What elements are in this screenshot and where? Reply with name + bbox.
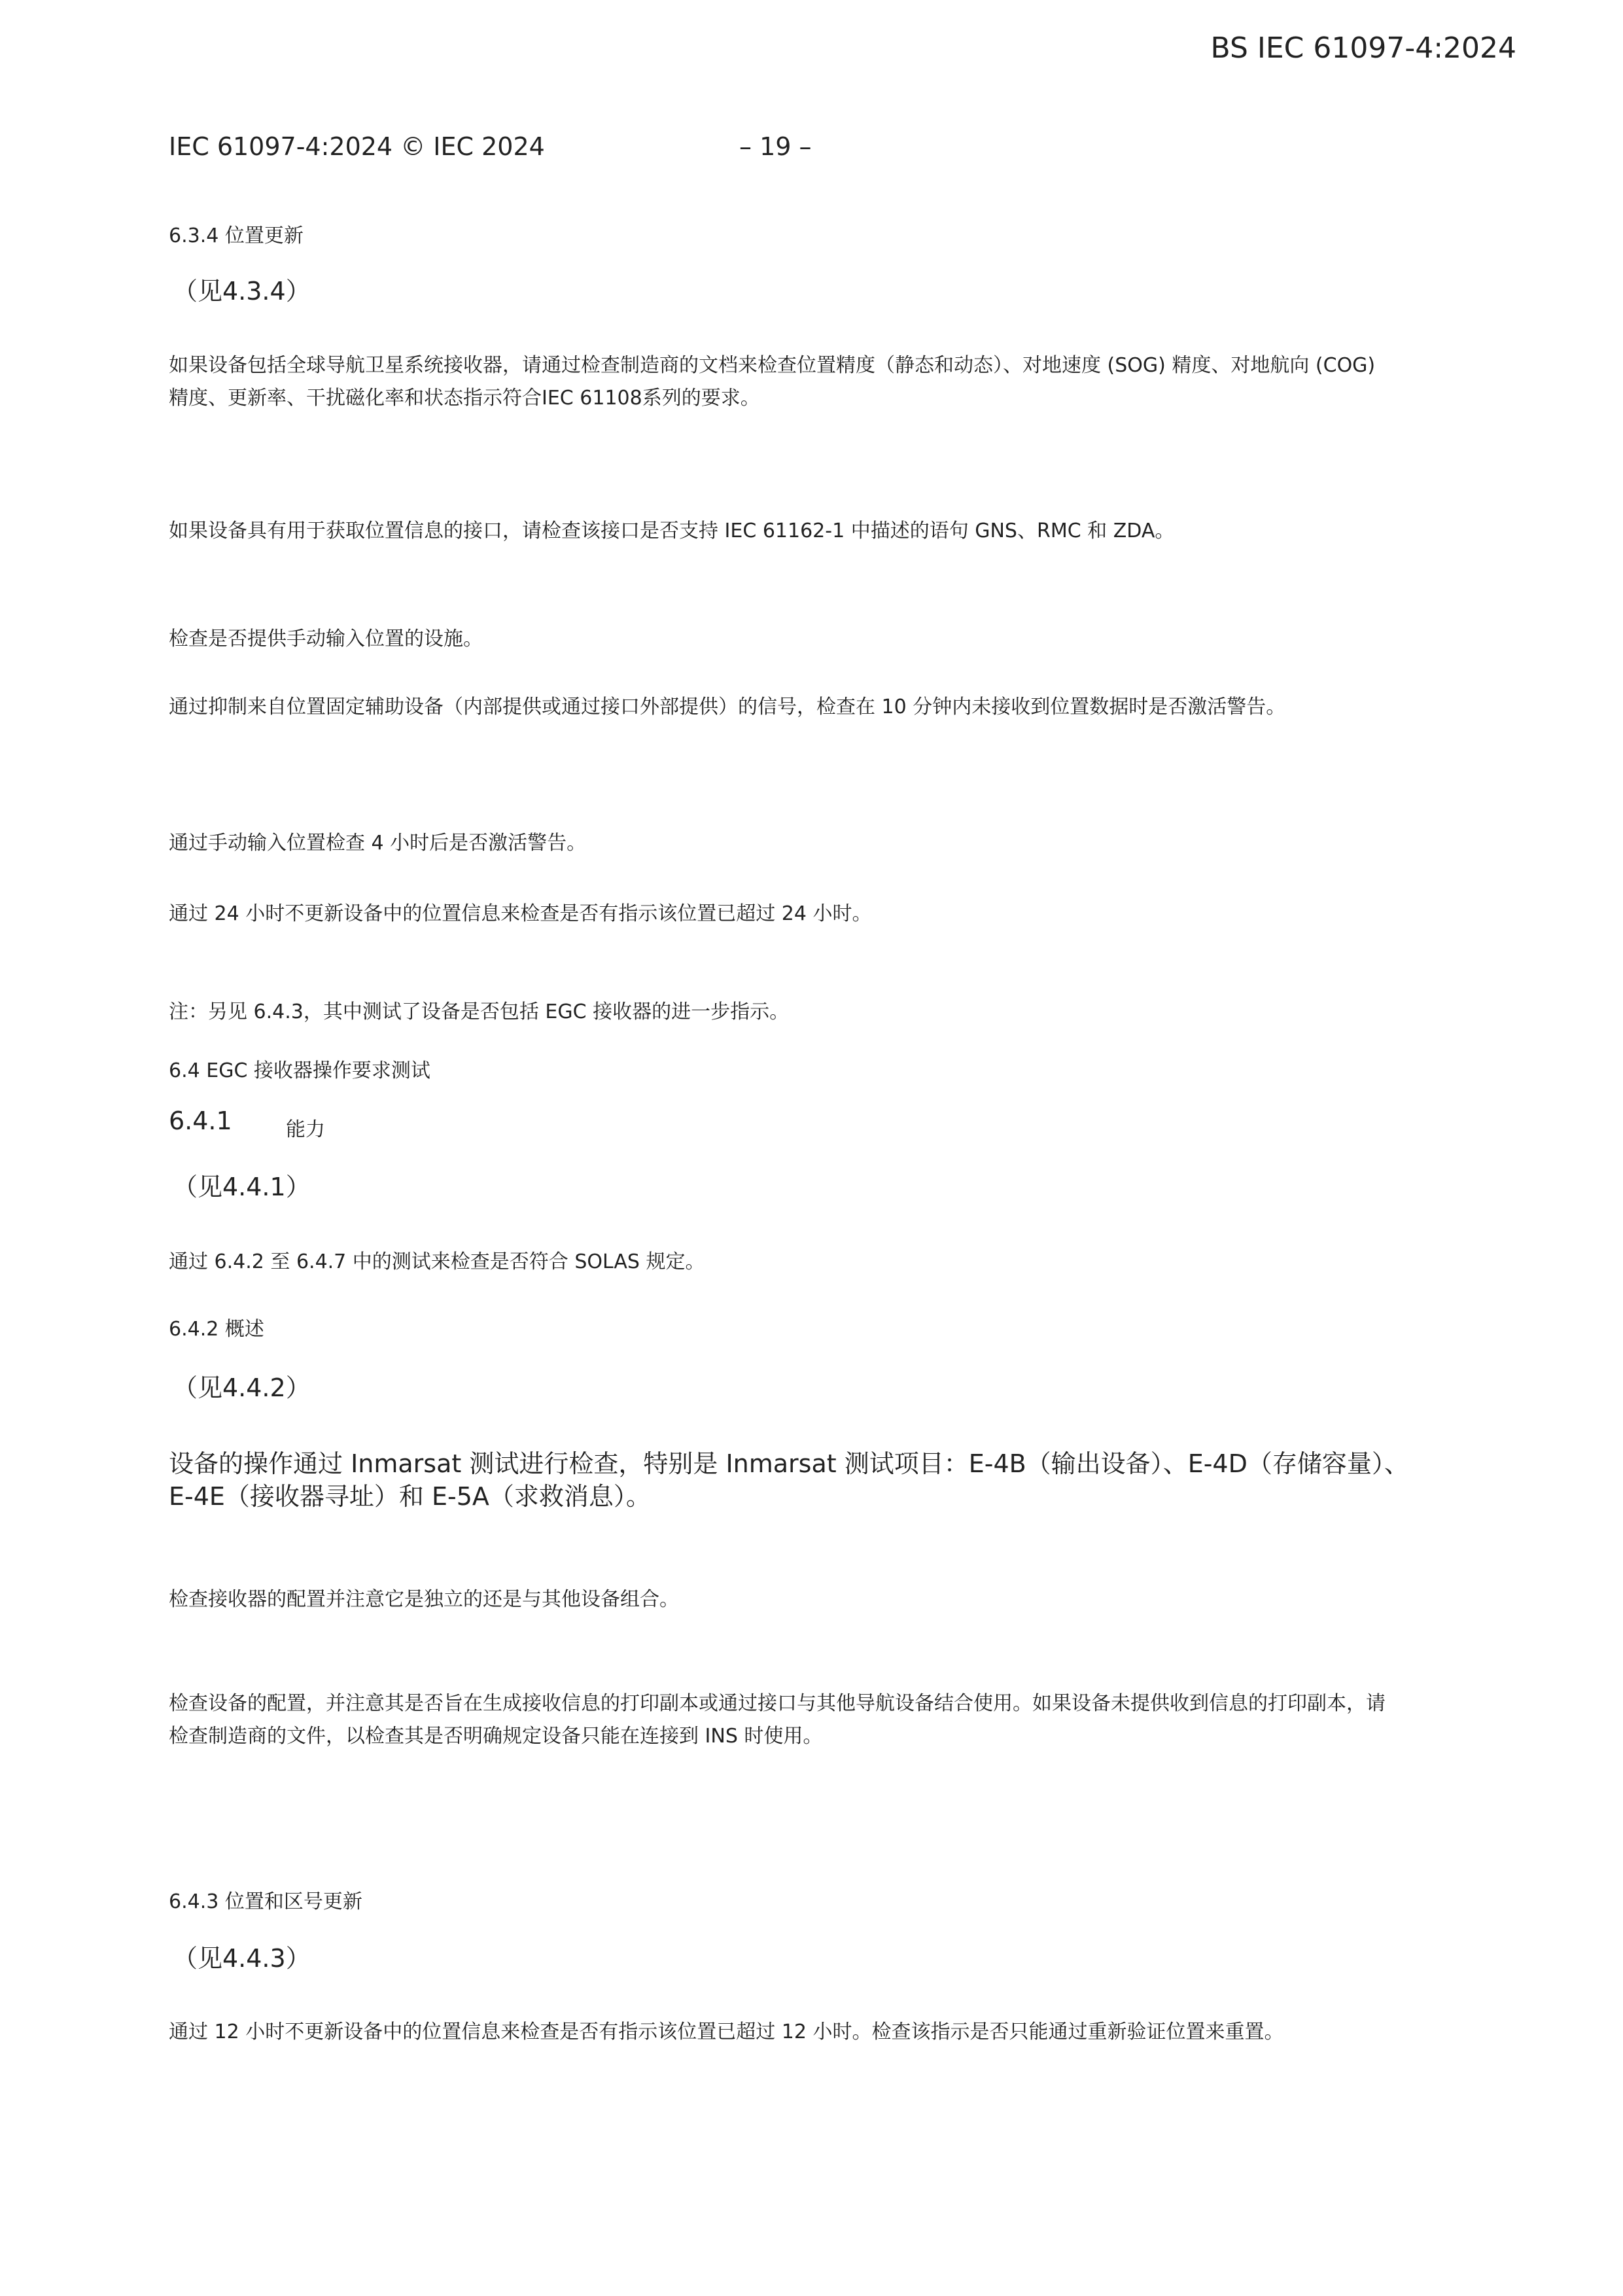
paragraph-12-hours: 通过 12 小时不更新设备中的位置信息来检查是否有指示该位置已超过 12 小时。检查该指示是否只能通过重新验证位置来重置。 xyxy=(169,2021,1284,2043)
standard-id: BS IEC 61097-4:2024 xyxy=(1210,31,1516,65)
paragraph-receiver-config: 检查接收器的配置并注意它是独立的还是与其他设备组合。 xyxy=(169,1588,679,1611)
paragraph-device-config-line2: 检查制造商的文件，以检查其是否明确规定设备只能在连接到 INS 时使用。 xyxy=(169,1725,823,1748)
paragraph-manual-input: 检查是否提供手动输入位置的设施。 xyxy=(169,627,483,650)
paragraph-solas: 通过 6.4.2 至 6.4.7 中的测试来检查是否符合 SOLAS 规定。 xyxy=(169,1250,705,1273)
paragraph-device-config-line1: 检查设备的配置，并注意其是否旨在生成接收信息的打印副本或通过接口与其他导航设备结合使用。如果设备未提供收到信息的打印副本，请 xyxy=(169,1692,1386,1715)
paragraph-inmarsat-line1: 设备的操作通过 Inmarsat 测试进行检查，特别是 Inmarsat 测试项目：E-4B（输出设备）、E-4D（存储容量）、 xyxy=(169,1449,1409,1478)
see-reference-4-4-2: （见4.4.2） xyxy=(173,1373,311,1402)
section-heading-6-4: 6.4 EGC 接收器操作要求测试 xyxy=(169,1059,430,1082)
see-reference-4-4-3: （见4.4.3） xyxy=(173,1944,311,1973)
section-heading-6-3-4: 6.3.4 位置更新 xyxy=(169,224,304,247)
paragraph-inmarsat-line2: E-4E（接收器寻址）和 E-5A（求救消息）。 xyxy=(169,1482,651,1511)
section-title-6-4-1: 能力 xyxy=(286,1118,325,1141)
paragraph-4-hours: 通过手动输入位置检查 4 小时后是否激活警告。 xyxy=(169,832,587,855)
see-reference-4-4-1: （见4.4.1） xyxy=(173,1173,311,1201)
paragraph-suppress-signal: 通过抑制来自位置固定辅助设备（内部提供或通过接口外部提供）的信号，检查在 10 分钟内未接收到位置数据时是否激活警告。 xyxy=(169,696,1286,718)
paragraph-24-hours: 通过 24 小时不更新设备中的位置信息来检查是否有指示该位置已超过 24 小时。 xyxy=(169,902,872,925)
section-heading-6-4-3: 6.4.3 位置和区号更新 xyxy=(169,1890,362,1913)
paragraph-gnss-line1: 如果设备包括全球导航卫星系统接收器，请通过检查制造商的文档来检查位置精度（静态和动态）、对地速度 (SOG) 精度、对地航向 (COG) xyxy=(169,354,1376,377)
page-number: – 19 – xyxy=(739,132,812,161)
paragraph-gnss-line2: 精度、更新率、干扰磁化率和状态指示符合IEC 61108系列的要求。 xyxy=(169,387,760,410)
section-number-6-4-1: 6.4.1 xyxy=(169,1106,232,1135)
document-reference: IEC 61097-4:2024 © IEC 2024 xyxy=(169,132,545,161)
see-reference-4-3-4: （见4.3.4） xyxy=(173,277,311,306)
paragraph-interface: 如果设备具有用于获取位置信息的接口，请检查该接口是否支持 IEC 61162-1 中描述的语句 GNS、RMC 和 ZDA。 xyxy=(169,520,1175,542)
note: 注：另见 6.4.3，其中测试了设备是否包括 EGC 接收器的进一步指示。 xyxy=(169,1000,790,1023)
section-heading-6-4-2: 6.4.2 概述 xyxy=(169,1318,264,1341)
